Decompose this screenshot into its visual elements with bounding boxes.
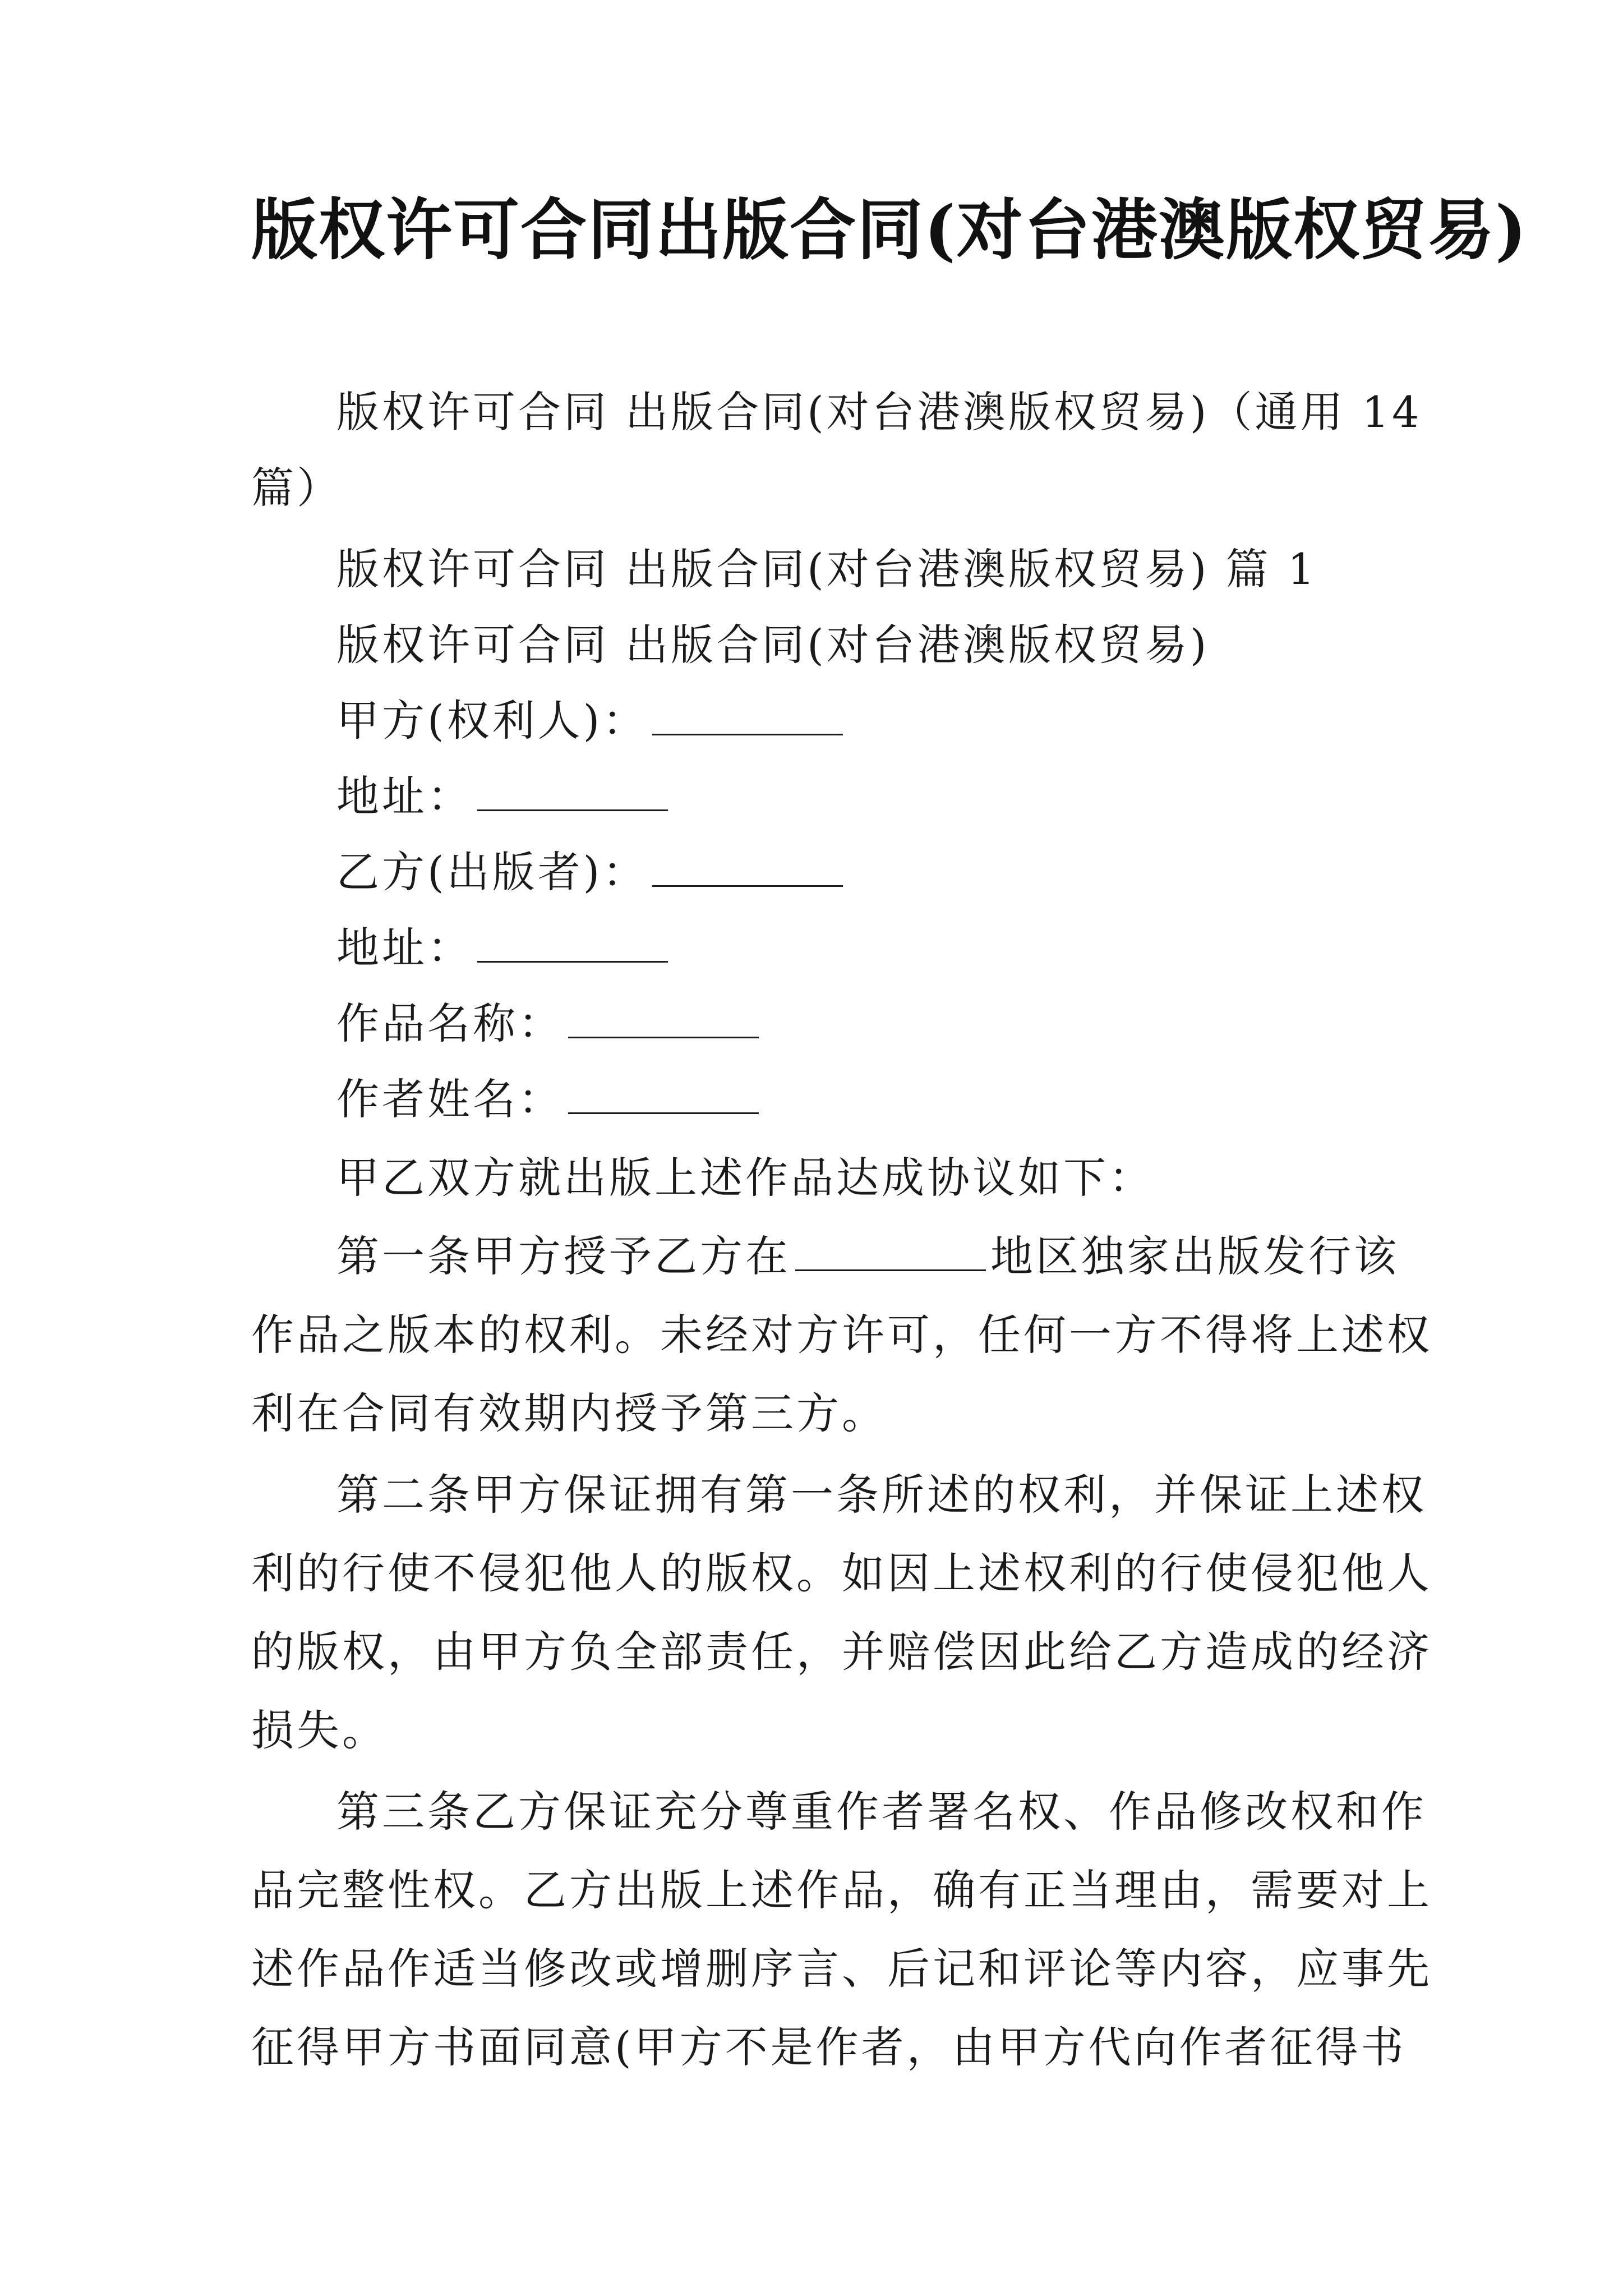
- subtitle-line-1: 版权许可合同 出版合同(对台港澳版权贸易)（通用 14: [336, 387, 1422, 437]
- clause-2-line-1: 第二条甲方保证拥有第一条所述的权利，并保证上述权: [336, 1470, 1427, 1520]
- clause-1-line-1: [336, 1217, 1399, 1296]
- clause-3-line-1: 第三条乙方保证充分尊重作者署名权、作品修改权和作: [336, 1787, 1427, 1837]
- party-a-address-blank: [477, 807, 668, 811]
- party-b-address-field: [336, 909, 1395, 987]
- clause-2-line-2: 利的行使不侵犯他人的版权。如因上述权利的行使侵犯他人: [251, 1548, 1432, 1598]
- clause-1-text-b: 地区独家出版发行该: [990, 1231, 1399, 1281]
- party-b-field: [336, 833, 1395, 912]
- party-a-address-field: [336, 757, 1395, 836]
- clause-3-line-2: 品完整性权。乙方出版上述作品，确有正当理由，需要对上: [251, 1865, 1432, 1915]
- clause-3-line-3: 述作品作适当修改或增删序言、后记和评论等内容，应事先: [251, 1944, 1432, 1994]
- chapter-heading: 版权许可合同 出版合同(对台港澳版权贸易) 篇 1: [336, 544, 1318, 594]
- author-name-label: 作者姓名：: [336, 1074, 564, 1124]
- agreement-intro: 甲乙双方就出版上述作品达成协议如下：: [336, 1153, 1154, 1203]
- clause-1-line-3: 利在合同有效期内授予第三方。: [251, 1388, 887, 1438]
- party-b-address-label: 地址：: [336, 923, 473, 973]
- party-a-label: 甲方(权利人)：: [336, 696, 648, 746]
- contract-name: 版权许可合同 出版合同(对台港澳版权贸易): [336, 620, 1210, 670]
- author-name-field: [336, 1060, 1395, 1139]
- party-b-label: 乙方(出版者)：: [336, 847, 648, 897]
- party-a-address-label: 地址：: [336, 771, 473, 821]
- clause-1-line-2: 作品之版本的权利。未经对方许可，任何一方不得将上述权: [251, 1310, 1432, 1360]
- clause-1-text-a: 第一条甲方授予乙方在: [336, 1231, 791, 1281]
- party-a-field: [336, 682, 1395, 760]
- work-title-label: 作品名称：: [336, 999, 564, 1048]
- clause-2-line-4: 损失。: [251, 1705, 388, 1755]
- party-a-blank: [652, 731, 843, 735]
- document-title: 版权许可合同出版合同(对台港澳版权贸易): [251, 191, 1528, 269]
- work-title-field: [336, 984, 1395, 1063]
- party-b-address-blank: [477, 959, 668, 963]
- region-blank: [795, 1267, 986, 1271]
- subtitle-line-2: 篇）: [251, 463, 342, 513]
- clause-2-line-3: 的版权，由甲方负全部责任，并赔偿因此给乙方造成的经济: [251, 1627, 1432, 1677]
- clause-3-line-4: 征得甲方书面同意(甲方不是作者，由甲方代向作者征得书: [251, 2022, 1407, 2072]
- work-title-blank: [568, 1034, 759, 1038]
- party-b-blank: [652, 883, 843, 887]
- author-name-blank: [568, 1110, 759, 1114]
